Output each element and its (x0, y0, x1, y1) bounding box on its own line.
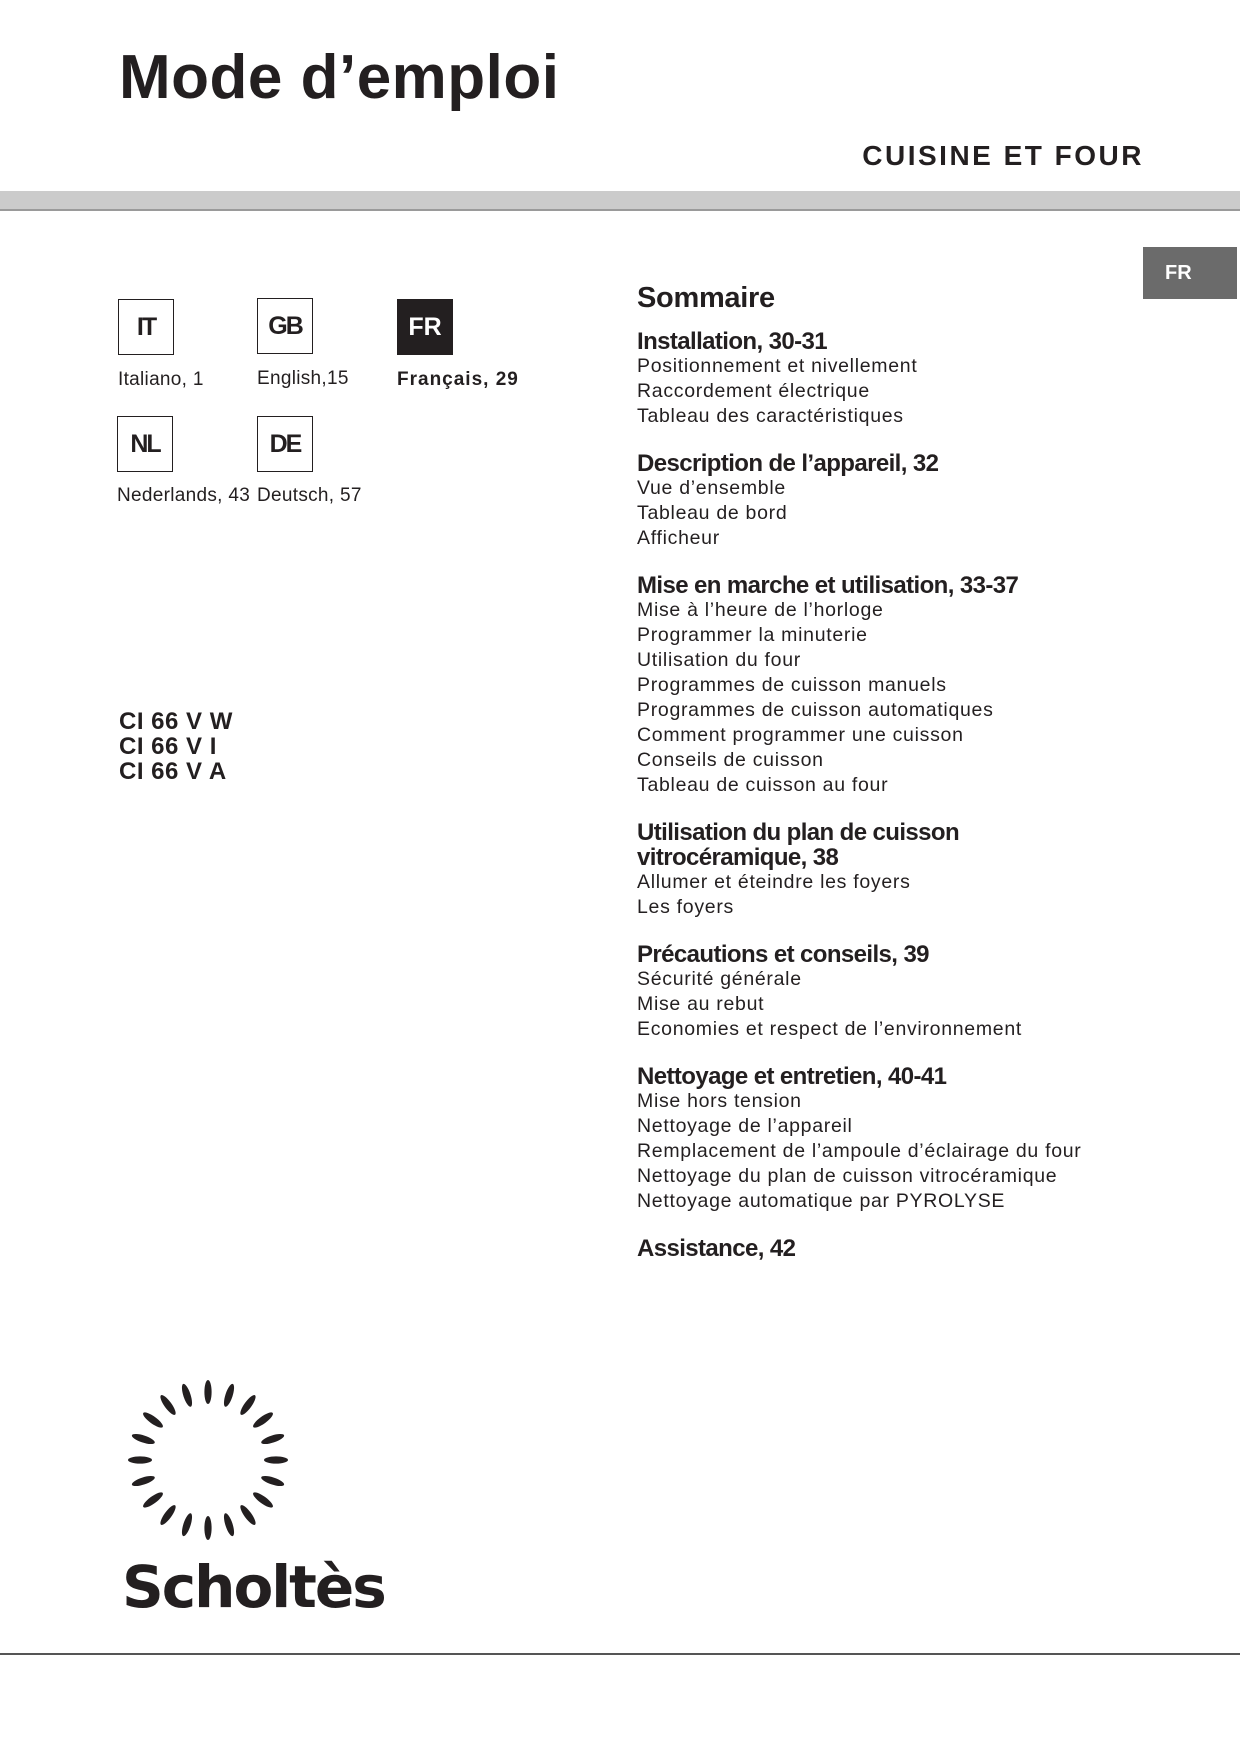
toc-item[interactable]: Raccordement électrique (637, 380, 870, 402)
toc-item[interactable]: Afficheur (637, 527, 720, 549)
language-badge-nl[interactable]: NL (117, 416, 173, 472)
toc-item[interactable]: Vue d’ensemble (637, 477, 786, 499)
logo-ray (180, 1383, 194, 1408)
toc-section-mise-en-marche (637, 573, 1197, 798)
logo-ray (131, 1432, 156, 1446)
toc-item[interactable]: Tableau de cuisson au four (637, 774, 889, 796)
toc-item[interactable]: Remplacement de l’ampoule d’éclairage du four (637, 1140, 1082, 1162)
toc-heading[interactable]: Assistance, 42 (637, 1235, 796, 1262)
toc-section-installation (637, 329, 1197, 429)
logo-ray (222, 1383, 236, 1408)
language-badge-it[interactable]: IT (118, 299, 174, 355)
logo-ray (238, 1393, 258, 1417)
toc-item[interactable]: Mise hors tension (637, 1090, 802, 1112)
toc-heading[interactable]: Description de l’appareil, 32 (637, 450, 939, 477)
toc-heading[interactable]: Installation, 30-31 (637, 328, 827, 355)
toc-item[interactable]: Economies et respect de l’environnement (637, 1018, 1022, 1040)
toc-section-description (637, 451, 1197, 551)
toc-heading[interactable]: Précautions et conseils, 39 (637, 941, 929, 968)
toc-item[interactable]: Nettoyage de l’appareil (637, 1115, 853, 1137)
logo-ray (158, 1393, 178, 1417)
model-number: CI 66 V A (119, 758, 227, 785)
header-divider-bar (0, 191, 1240, 211)
logo-ray (204, 1380, 211, 1404)
language-caption-de: Deutsch, 57 (257, 485, 362, 506)
logo-ray (128, 1456, 152, 1463)
language-caption-fr: Français, 29 (397, 369, 519, 390)
language-caption-it: Italiano, 1 (118, 369, 204, 390)
toc-section-plan-de-cuisson (637, 820, 1197, 920)
logo-ray (251, 1410, 275, 1430)
logo-ray (180, 1512, 194, 1537)
toc-heading[interactable]: Utilisation du plan de cuisson vitrocéramique, 38 (637, 819, 960, 871)
language-badge-fr[interactable]: FR (397, 299, 453, 355)
model-list (119, 709, 233, 784)
model-number: CI 66 V W (119, 708, 233, 735)
toc-item[interactable]: Nettoyage automatique par PYROLYSE (637, 1190, 1006, 1212)
language-badge-gb[interactable]: GB (257, 298, 313, 354)
toc-item[interactable]: Programmes de cuisson manuels (637, 674, 947, 696)
language-caption-gb: English,15 (257, 368, 349, 389)
logo-ray (158, 1503, 178, 1527)
toc-item[interactable]: Les foyers (637, 896, 734, 918)
footer-divider (0, 1653, 1240, 1655)
page-title: Mode d’emploi (119, 43, 560, 112)
toc-heading[interactable]: Nettoyage et entretien, 40-41 (637, 1063, 947, 1090)
model-number: CI 66 V I (119, 733, 217, 760)
toc-heading[interactable]: Mise en marche et utilisation, 33-37 (637, 572, 1019, 599)
logo-ray (251, 1490, 275, 1510)
current-language-tab: FR (1143, 247, 1237, 299)
toc-item[interactable]: Utilisation du four (637, 649, 801, 671)
logo-ray (131, 1474, 156, 1488)
toc-item[interactable]: Programmer la minuterie (637, 624, 868, 646)
logo-ray (204, 1516, 211, 1540)
toc-item[interactable]: Programmes de cuisson automatiques (637, 699, 994, 721)
toc-item[interactable]: Mise au rebut (637, 993, 765, 1015)
toc-section-nettoyage (637, 1064, 1197, 1214)
toc-title: Sommaire (637, 282, 775, 314)
brand-name: Scholtès (122, 1553, 385, 1621)
logo-ray (260, 1432, 285, 1446)
language-caption-nl: Nederlands, 43 (117, 485, 251, 506)
toc-section-assistance (637, 1236, 1197, 1261)
toc-item[interactable]: Conseils de cuisson (637, 749, 824, 771)
toc-item[interactable]: Tableau des caractéristiques (637, 405, 904, 427)
logo-ray (222, 1512, 236, 1537)
toc-item[interactable]: Tableau de bord (637, 502, 788, 524)
toc-item[interactable]: Positionnement et nivellement (637, 355, 918, 377)
logo-ray (141, 1490, 165, 1510)
toc-item[interactable]: Sécurité générale (637, 968, 802, 990)
table-of-contents (637, 282, 1197, 1283)
logo-ray (264, 1456, 288, 1463)
language-badge-de[interactable]: DE (257, 416, 313, 472)
sun-logo-icon (118, 1370, 298, 1550)
toc-section-precautions (637, 942, 1197, 1042)
brand-logo (118, 1370, 385, 1621)
logo-ray (141, 1410, 165, 1430)
document-subtitle: CUISINE ET FOUR (862, 140, 1144, 171)
toc-item[interactable]: Nettoyage du plan de cuisson vitrocéramique (637, 1165, 1058, 1187)
logo-ray (238, 1503, 258, 1527)
logo-ray (260, 1474, 285, 1488)
toc-item[interactable]: Mise à l’heure de l’horloge (637, 599, 884, 621)
toc-item[interactable]: Comment programmer une cuisson (637, 724, 964, 746)
toc-item[interactable]: Allumer et éteindre les foyers (637, 871, 911, 893)
